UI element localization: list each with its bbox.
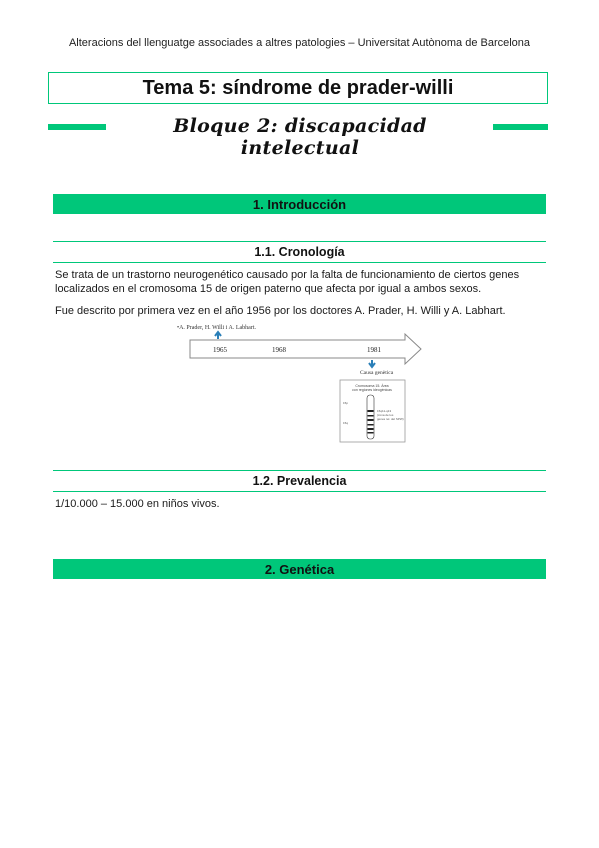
timeline-year: 1968 xyxy=(272,346,286,354)
timeline-cause: Causa genètica xyxy=(360,370,394,376)
chromosome-band xyxy=(368,410,374,412)
bloque-bar-right xyxy=(493,124,548,130)
chromosome-subtitle: con regiones ideogénicas xyxy=(352,388,392,392)
arrow-up-icon xyxy=(215,332,221,339)
paragraph-line: Se trata de un trastorno neurogenético causado por la falta de funcionamiento de ciertos genes xyxy=(55,269,520,281)
chromosome-band xyxy=(368,428,374,430)
section-genetica: 2. Genética xyxy=(53,559,546,579)
chromosome-band xyxy=(368,432,374,434)
page-title: Tema 5: síndrome de prader-willi xyxy=(48,72,548,104)
timeline-year: 1981 xyxy=(367,346,381,354)
chromosome-title: Cromosoma 15. Área xyxy=(355,384,389,388)
subsection-cronologia: 1.1. Cronología xyxy=(53,241,546,263)
paragraph-prevalencia: 1/10.000 – 15.000 en niños vivos. xyxy=(55,498,220,510)
chromosome-band xyxy=(368,424,374,426)
timeline-figure xyxy=(175,320,425,445)
paragraph-cronologia-1 xyxy=(55,268,550,296)
chromosome-band xyxy=(368,419,374,421)
bloque-title: Bloque 2: discapacidad intelectual xyxy=(173,115,427,159)
chromosome-label-left: 15p xyxy=(343,401,349,405)
paragraph-cronologia-2: Fue descrito por primera vez en el año 1956 por los doctores A. Prader, H. Willi y A. Labhart. xyxy=(55,305,506,317)
section-introduccion: 1. Introducción xyxy=(53,194,546,214)
chromosome-label-left: 15q xyxy=(343,421,349,425)
timeline-year: 1965 xyxy=(213,346,227,354)
bloque-banner xyxy=(48,115,548,159)
chromosome-label-right: (zona de los xyxy=(377,413,394,417)
paragraph-line: localizados en el cromosoma 15 de origen paterno que afecta por igual a ambos sexos. xyxy=(55,283,482,295)
document-header: Alteracions del llenguatge associades a altres patologies – Universitat Autònoma de Barcelona xyxy=(68,37,531,49)
arrow-down-icon xyxy=(369,360,375,367)
subsection-prevalencia: 1.2. Prevalencia xyxy=(53,470,546,492)
chromosome-band xyxy=(368,415,374,417)
chromosome-label-right: genes rel. del SPW) xyxy=(377,417,404,421)
chromosome-label-right: 15q11-q13 xyxy=(377,409,392,413)
bloque-bar-left xyxy=(48,124,106,130)
timeline-authors: •A. Prader, H. Willi i A. Labhart. xyxy=(177,325,256,331)
